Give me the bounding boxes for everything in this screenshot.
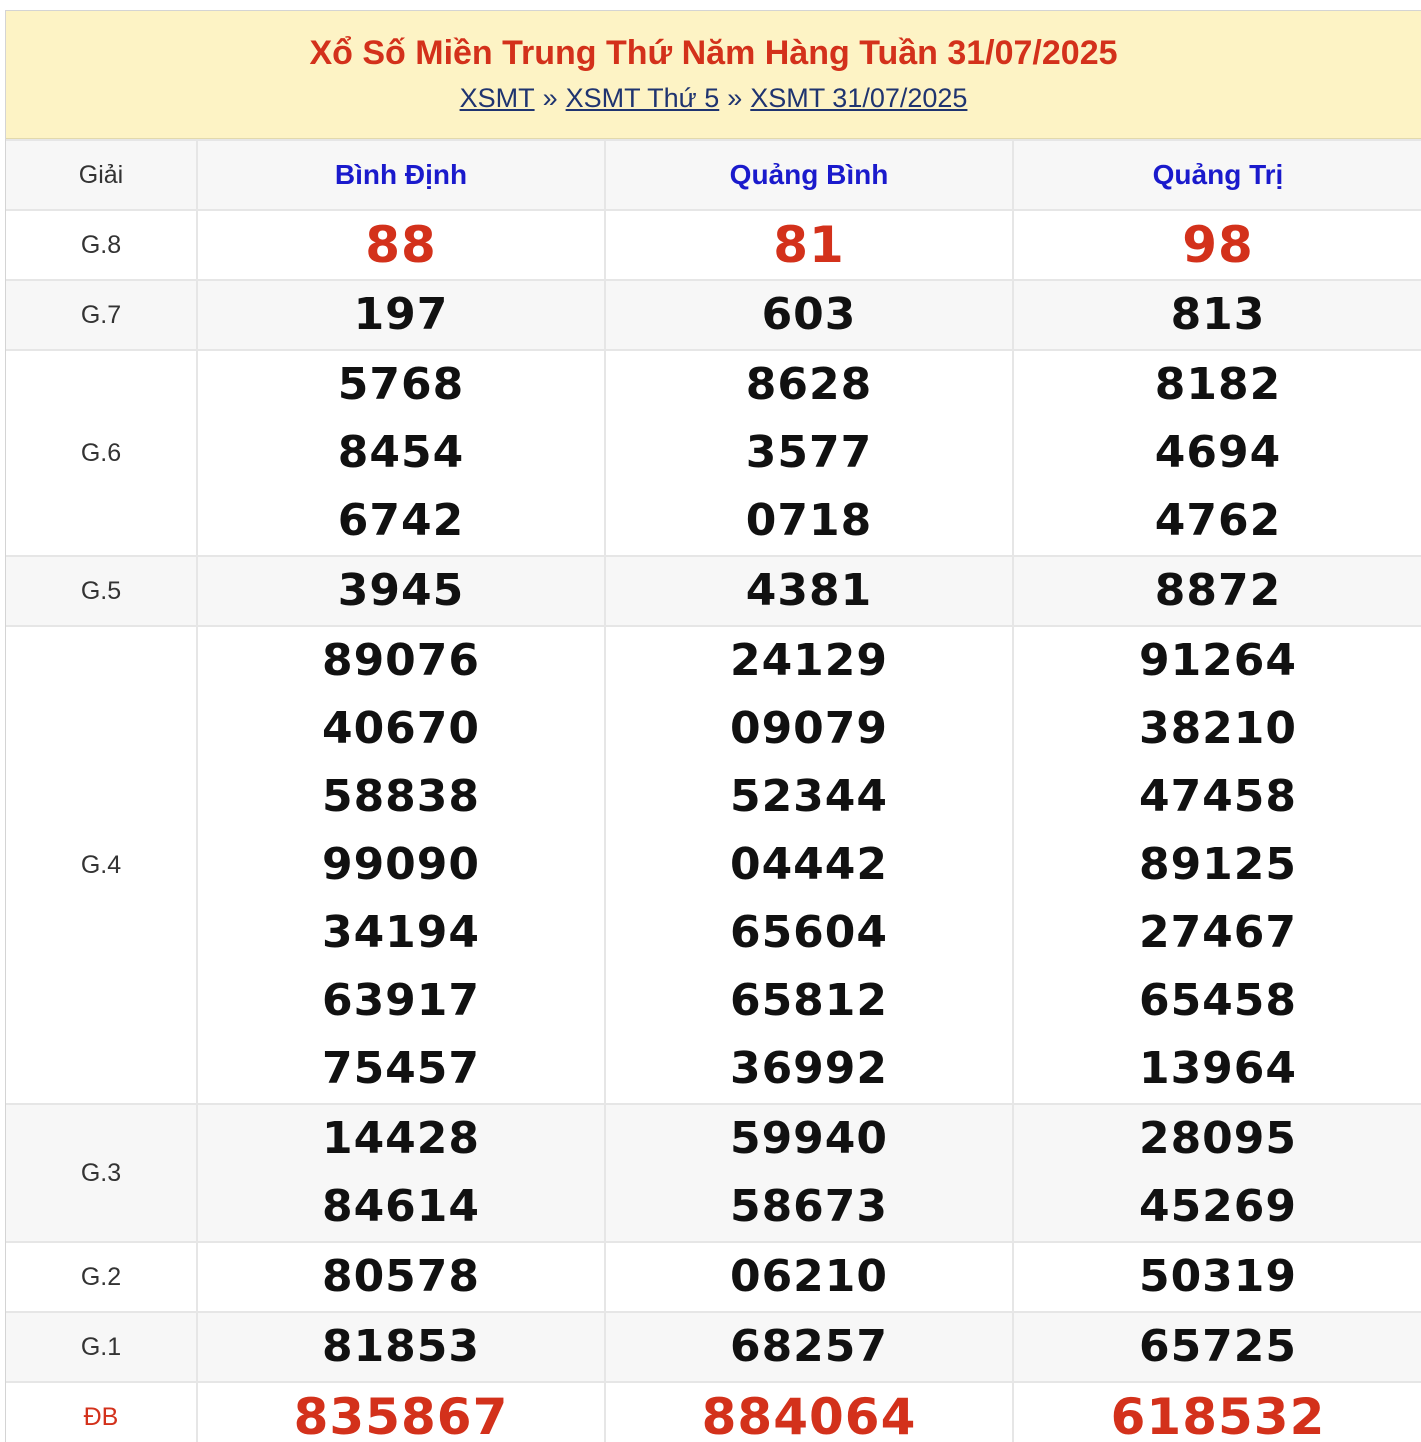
result-cell-quang-binh	[605, 210, 1013, 280]
result-number: 8628	[745, 359, 873, 410]
result-cell-binh-dinh	[197, 1382, 605, 1442]
result-number: 8872	[1154, 565, 1282, 616]
result-number: 52344	[729, 771, 889, 822]
result-number: 65458	[1138, 975, 1298, 1026]
table-row	[6, 556, 1421, 626]
breadcrumb-separator: »	[542, 83, 558, 113]
result-number: 603	[761, 289, 857, 340]
result-number: 3577	[745, 427, 873, 478]
result-cell-quang-tri	[1013, 1242, 1421, 1312]
result-number: 4762	[1154, 495, 1282, 546]
result-cell-binh-dinh	[197, 1312, 605, 1382]
result-number: 40670	[321, 703, 481, 754]
result-cell-binh-dinh	[197, 626, 605, 1104]
results-header	[6, 11, 1421, 139]
prize-label: G.5	[6, 556, 197, 626]
prize-label: G.2	[6, 1242, 197, 1312]
table-row	[6, 280, 1421, 350]
result-number: 5768	[337, 359, 465, 410]
result-number: 89076	[321, 635, 481, 686]
result-cell-binh-dinh	[197, 210, 605, 280]
result-cell-quang-binh	[605, 1382, 1013, 1442]
result-cell-quang-tri	[1013, 280, 1421, 350]
result-number: 24129	[729, 635, 889, 686]
result-cell-quang-tri	[1013, 1382, 1421, 1442]
result-number: 58838	[321, 771, 481, 822]
province-header-quang-binh[interactable]: Quảng Bình	[605, 140, 1013, 210]
table-row	[6, 350, 1421, 556]
result-cell-quang-tri	[1013, 626, 1421, 1104]
result-cell-quang-binh	[605, 1104, 1013, 1242]
results-body	[6, 210, 1421, 1442]
table-row	[6, 626, 1421, 1104]
result-number: 28095	[1138, 1113, 1298, 1164]
result-number: 27467	[1138, 907, 1298, 958]
prize-label: G.6	[6, 350, 197, 556]
result-number: 34194	[321, 907, 481, 958]
result-number: 91264	[1138, 635, 1298, 686]
result-number: 09079	[729, 703, 889, 754]
result-number: 68257	[729, 1321, 889, 1372]
result-number: 8182	[1154, 359, 1282, 410]
result-cell-quang-tri	[1013, 210, 1421, 280]
result-number: 36992	[729, 1043, 889, 1094]
breadcrumb-xsmt-date-link[interactable]: XSMT 31/07/2025	[750, 83, 968, 113]
result-cell-binh-dinh	[197, 280, 605, 350]
prize-label: G.8	[6, 210, 197, 280]
result-number: 88	[365, 216, 437, 274]
result-number: 84614	[321, 1181, 481, 1232]
result-number: 58673	[729, 1181, 889, 1232]
result-number: 89125	[1138, 839, 1298, 890]
result-cell-quang-binh	[605, 350, 1013, 556]
table-row	[6, 210, 1421, 280]
table-row	[6, 1242, 1421, 1312]
result-cell-binh-dinh	[197, 1104, 605, 1242]
result-cell-binh-dinh	[197, 556, 605, 626]
result-cell-quang-binh	[605, 1312, 1013, 1382]
result-number: 884064	[701, 1388, 917, 1442]
result-number: 8454	[337, 427, 465, 478]
result-number: 3945	[337, 565, 465, 616]
results-table	[6, 139, 1421, 1442]
table-row	[6, 1382, 1421, 1442]
result-number: 197	[353, 289, 449, 340]
result-number: 04442	[729, 839, 889, 890]
table-row	[6, 1104, 1421, 1242]
result-cell-quang-binh	[605, 1242, 1013, 1312]
result-number: 98	[1182, 216, 1254, 274]
result-number: 4381	[745, 565, 873, 616]
result-number: 59940	[729, 1113, 889, 1164]
result-number: 0718	[745, 495, 873, 546]
results-frame	[5, 10, 1421, 1442]
result-number: 65604	[729, 907, 889, 958]
result-number: 75457	[321, 1043, 481, 1094]
result-cell-quang-tri	[1013, 1312, 1421, 1382]
result-number: 47458	[1138, 771, 1298, 822]
prize-label: G.7	[6, 280, 197, 350]
result-number: 50319	[1138, 1251, 1298, 1302]
result-number: 813	[1170, 289, 1266, 340]
result-number: 65812	[729, 975, 889, 1026]
result-cell-quang-binh	[605, 556, 1013, 626]
result-number: 81	[773, 216, 845, 274]
prize-label: G.3	[6, 1104, 197, 1242]
result-number: 835867	[293, 1388, 509, 1442]
result-number: 80578	[321, 1251, 481, 1302]
result-cell-quang-tri	[1013, 1104, 1421, 1242]
table-header-row	[6, 140, 1421, 210]
province-header-quang-tri[interactable]: Quảng Trị	[1013, 140, 1421, 210]
result-number: 4694	[1154, 427, 1282, 478]
result-number: 618532	[1110, 1388, 1326, 1442]
prize-label: ĐB	[6, 1382, 197, 1442]
breadcrumb-separator: »	[727, 83, 743, 113]
province-header-binh-dinh[interactable]: Bình Định	[197, 140, 605, 210]
result-number: 38210	[1138, 703, 1298, 754]
result-cell-binh-dinh	[197, 1242, 605, 1312]
result-cell-quang-tri	[1013, 350, 1421, 556]
prize-column-header: Giải	[6, 140, 197, 210]
result-number: 6742	[337, 495, 465, 546]
result-number: 81853	[321, 1321, 481, 1372]
result-number: 99090	[321, 839, 481, 890]
result-number: 45269	[1138, 1181, 1298, 1232]
breadcrumb-xsmt-link[interactable]: XSMT	[459, 83, 535, 113]
result-number: 06210	[729, 1251, 889, 1302]
result-number: 65725	[1138, 1321, 1298, 1372]
prize-label: G.1	[6, 1312, 197, 1382]
result-cell-binh-dinh	[197, 350, 605, 556]
result-cell-quang-binh	[605, 280, 1013, 350]
result-number: 14428	[321, 1113, 481, 1164]
breadcrumb-xsmt-thu5-link[interactable]: XSMT Thứ 5	[565, 83, 720, 113]
breadcrumb	[6, 81, 1421, 115]
page-title: Xổ Số Miền Trung Thứ Năm Hàng Tuần 31/07/2025	[309, 34, 1118, 72]
table-row	[6, 1312, 1421, 1382]
result-number: 13964	[1138, 1043, 1298, 1094]
result-cell-quang-binh	[605, 626, 1013, 1104]
result-cell-quang-tri	[1013, 556, 1421, 626]
result-number: 63917	[321, 975, 481, 1026]
prize-label: G.4	[6, 626, 197, 1104]
